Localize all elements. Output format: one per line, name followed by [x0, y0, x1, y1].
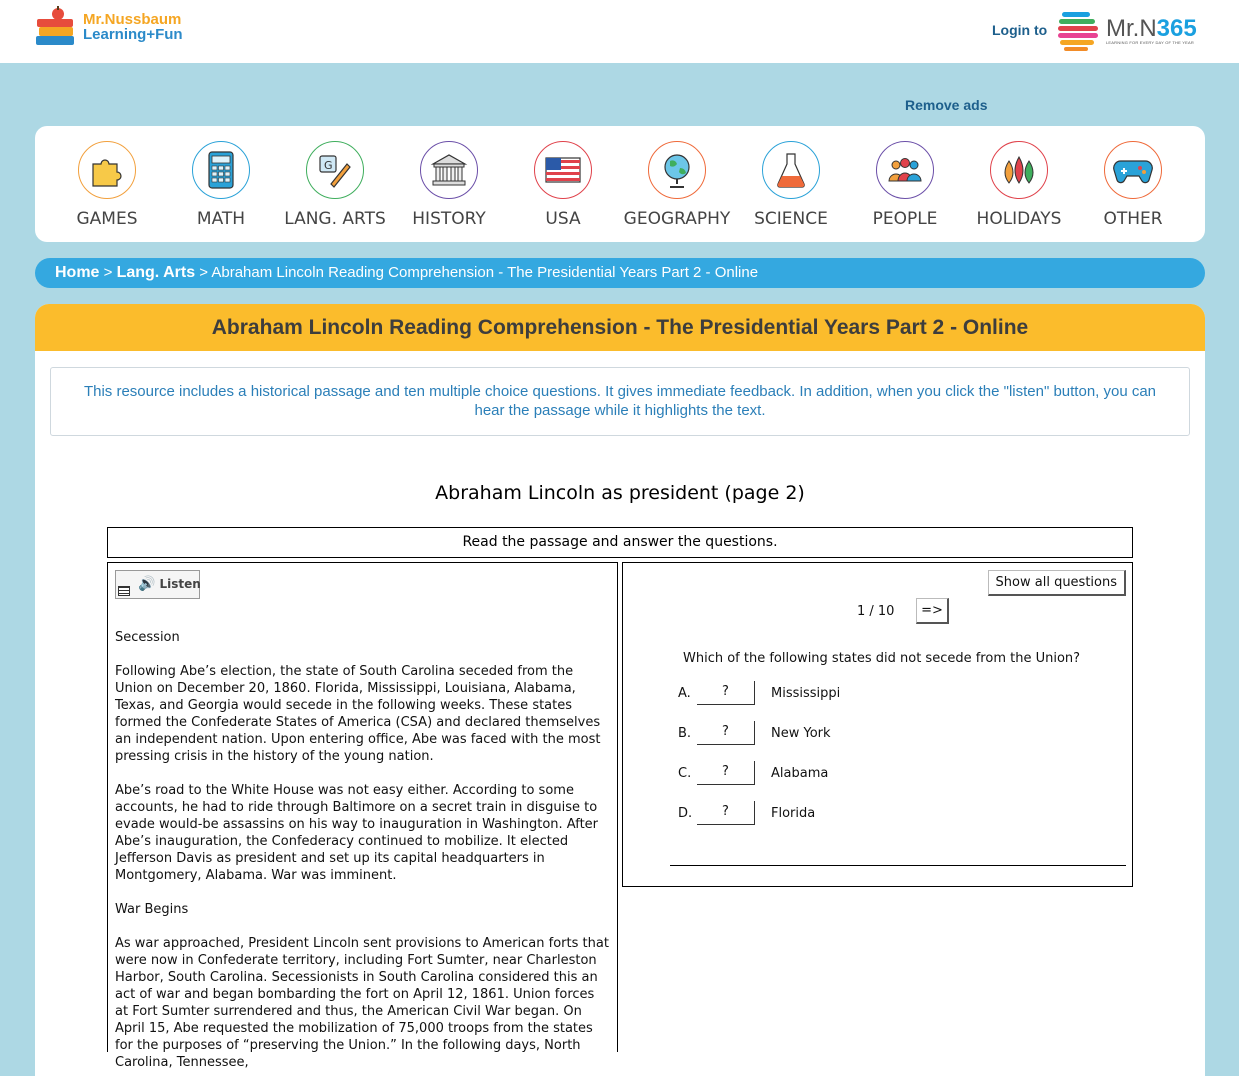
mrn-name: Mr.N — [1106, 14, 1157, 42]
show-all-questions-button[interactable]: Show all questions — [988, 570, 1126, 596]
menu-icon[interactable] — [118, 586, 130, 596]
option-text: New York — [771, 725, 831, 741]
passage-heading: Secession — [115, 630, 180, 645]
category-label: PEOPLE — [872, 209, 938, 229]
instruction-text: Read the passage and answer the questions. — [107, 527, 1133, 558]
answer-option — [678, 721, 831, 745]
puzzle-icon — [78, 141, 136, 199]
calculator-icon — [192, 141, 250, 199]
globe-icon — [648, 141, 706, 199]
answer-button-a[interactable]: ? — [697, 681, 755, 705]
category-label: SCIENCE — [754, 209, 828, 229]
category-label: OTHER — [1103, 209, 1163, 229]
option-letter: B. — [678, 725, 692, 741]
mrn365-logo[interactable] — [1058, 10, 1197, 52]
passage-paragraph: Abe’s road to the White House was not easy either. According to some accounts, he had to ride through Baltimore on a secret train in disguise to evade would-be assassins on his way to inauguration in Washington. After Abe’s inauguration, the Confederacy continued to mobilize. It elected Jefferson Davis as president and set up its capital headquarters in Montgomery, Alabama. War was imminent. — [115, 783, 599, 883]
logo-line1: Mr.Nussbaum — [83, 11, 182, 28]
books-apple-icon — [34, 6, 78, 48]
category-label: LANG. ARTS — [284, 209, 386, 229]
people-icon — [876, 141, 934, 199]
passage-heading: War Begins — [115, 902, 189, 917]
question-text: Which of the following states did not secede from the Union? — [683, 651, 1081, 666]
gamepad-icon — [1104, 141, 1162, 199]
passage-paragraph: As war approached, President Lincoln sent provisions to American forts that were now in Confederate territory, including Fort Sumter, near Charleston Harbor, South Carolina. Secessionists in South Carolina considered this an act of war and began bombarding the fort on April 12, 1861. Union forces at Fort Sumter surrendered and thus, the American Civil War began. On April 15, Abe requested the mobilization of 75,000 troops from the states for the purposes of “preserving the Union.” In the following days, North Carolina, Tennessee, — [115, 936, 609, 1070]
category-nav — [35, 126, 1205, 242]
flag-icon — [534, 141, 592, 199]
question-counter: 1 / 10 — [857, 604, 895, 619]
passage-panel[interactable] — [107, 562, 618, 1070]
mrn365-stripes-icon — [1058, 10, 1100, 52]
option-letter: D. — [678, 805, 693, 821]
answer-button-d[interactable]: ? — [697, 801, 755, 825]
passage-title: Abraham Lincoln as president (page 2) — [435, 482, 805, 504]
listen-label: Listen — [159, 577, 201, 591]
answer-option — [678, 681, 840, 705]
category-label: HOLIDAYS — [976, 209, 1062, 229]
category-label: USA — [545, 209, 581, 229]
category-label: GAMES — [76, 209, 138, 229]
remove-ads-link[interactable]: Remove ads — [905, 97, 988, 113]
answer-option — [678, 761, 828, 785]
site-logo[interactable] — [34, 6, 183, 48]
answer-button-b[interactable]: ? — [697, 721, 755, 745]
language-icon — [306, 141, 364, 199]
answer-button-c[interactable]: ? — [697, 761, 755, 785]
resource-description: This resource includes a historical passage and ten multiple choice questions. It gives immediate feedback. In addition, when you click the "listen" button, you can hear the passage while it highlights the text. — [50, 367, 1190, 436]
speaker-icon: 🔊 — [138, 576, 156, 592]
answer-option — [678, 801, 815, 825]
option-letter: A. — [678, 685, 691, 701]
building-icon — [420, 141, 478, 199]
category-other[interactable] — [1058, 141, 1208, 229]
breadcrumb-home[interactable]: Home — [55, 264, 100, 281]
passage-paragraph: Following Abe’s election, the state of South Carolina seceded from the Union on December 20, 1860. Florida, Mississippi, Louisiana, Alabama, Texas, and Georgia would secede in the following weeks. These states formed the Confederate States of America (CSA) and declared themselves an independent nation. Upon entering office, Abe was faced with the most pressing crisis in the history of the young nation. — [115, 664, 601, 764]
next-question-button[interactable]: => — [916, 598, 949, 624]
breadcrumb-separator: > — [195, 264, 212, 281]
breadcrumb-separator: > — [99, 264, 117, 281]
category-label: HISTORY — [412, 209, 486, 229]
logo-line2: Learning+Fun — [83, 26, 183, 43]
leaves-icon — [990, 141, 1048, 199]
option-text: Florida — [771, 805, 816, 821]
top-header — [0, 0, 1239, 63]
mrn-number: 365 — [1156, 14, 1197, 42]
option-text: Mississippi — [771, 685, 841, 701]
listen-button[interactable] — [115, 570, 200, 599]
category-label: MATH — [196, 209, 246, 229]
question-panel — [622, 562, 1133, 887]
login-link[interactable]: Login to — [992, 22, 1048, 38]
main-content — [35, 304, 1205, 1076]
divider — [670, 865, 1126, 866]
option-text: Alabama — [771, 765, 829, 781]
mrn-tagline: LEARNING FOR EVERY DAY OF THE YEAR — [1106, 39, 1194, 45]
flask-icon — [762, 141, 820, 199]
page-title: Abraham Lincoln Reading Comprehension - The Presidential Years Part 2 - Online — [35, 304, 1205, 351]
breadcrumb-current: Abraham Lincoln Reading Comprehension - The Presidential Years Part 2 - Online — [211, 264, 759, 281]
category-label: GEOGRAPHY — [623, 209, 731, 229]
breadcrumb — [35, 258, 1205, 288]
breadcrumb-lang-arts[interactable]: Lang. Arts — [116, 264, 196, 281]
svg-text:G: G — [324, 159, 333, 172]
option-letter: C. — [678, 765, 692, 781]
